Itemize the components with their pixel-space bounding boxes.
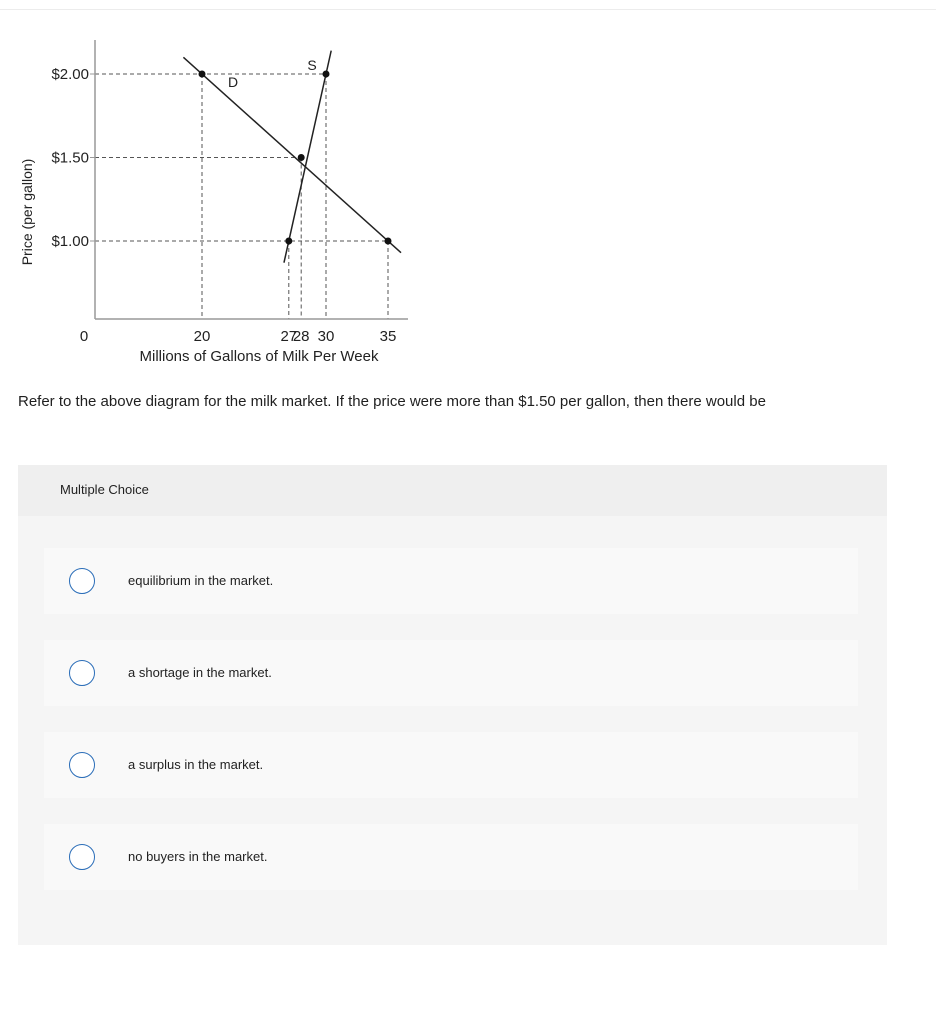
x-tick-label: 27 bbox=[280, 328, 298, 345]
x-tick-label: 20 bbox=[193, 328, 211, 345]
x-tick-label: 28 bbox=[292, 328, 310, 345]
answer-option-label: a surplus in the market. bbox=[128, 757, 264, 772]
answer-option-label: equilibrium in the market. bbox=[128, 573, 274, 588]
y-tick-label: $1.00 bbox=[51, 233, 89, 250]
y-tick-label: $2.00 bbox=[51, 66, 89, 83]
data-point bbox=[385, 238, 392, 245]
origin-label: 0 bbox=[79, 328, 89, 345]
data-point bbox=[298, 154, 305, 161]
supply-curve bbox=[284, 51, 331, 263]
data-point bbox=[323, 71, 330, 78]
question-text: Refer to the above diagram for the milk market. If the price were more than $1.50 per gallon, then there would be bbox=[18, 393, 766, 410]
answer-option-equilibrium[interactable] bbox=[44, 548, 858, 614]
multiple-choice-panel bbox=[18, 465, 887, 945]
top-divider bbox=[0, 9, 936, 10]
multiple-choice-header bbox=[18, 465, 887, 516]
y-tick-label: $1.50 bbox=[51, 149, 89, 167]
x-tick-label: 35 bbox=[379, 328, 397, 345]
answer-option-surplus[interactable] bbox=[44, 732, 858, 798]
x-tick-label: 30 bbox=[317, 328, 335, 345]
supply-demand-chart bbox=[0, 30, 440, 375]
data-point bbox=[285, 238, 292, 245]
answer-option-no-buyers[interactable] bbox=[44, 824, 858, 890]
supply-curve-label: S bbox=[307, 57, 317, 73]
multiple-choice-title: Multiple Choice bbox=[60, 482, 149, 497]
radio-button[interactable] bbox=[69, 660, 95, 686]
answer-option-label: no buyers in the market. bbox=[128, 849, 268, 864]
data-point bbox=[199, 71, 206, 78]
answer-option-label: a shortage in the market. bbox=[128, 665, 272, 680]
x-axis-title: Millions of Gallons of Milk Per Week bbox=[139, 348, 379, 365]
demand-curve-label: D bbox=[227, 74, 239, 90]
radio-button[interactable] bbox=[69, 568, 95, 594]
radio-button[interactable] bbox=[69, 844, 95, 870]
gridlines bbox=[90, 74, 388, 319]
curves bbox=[183, 51, 401, 263]
y-axis-title: Price (per gallon) bbox=[19, 158, 35, 266]
radio-button[interactable] bbox=[69, 752, 95, 778]
answer-option-shortage[interactable] bbox=[44, 640, 858, 706]
